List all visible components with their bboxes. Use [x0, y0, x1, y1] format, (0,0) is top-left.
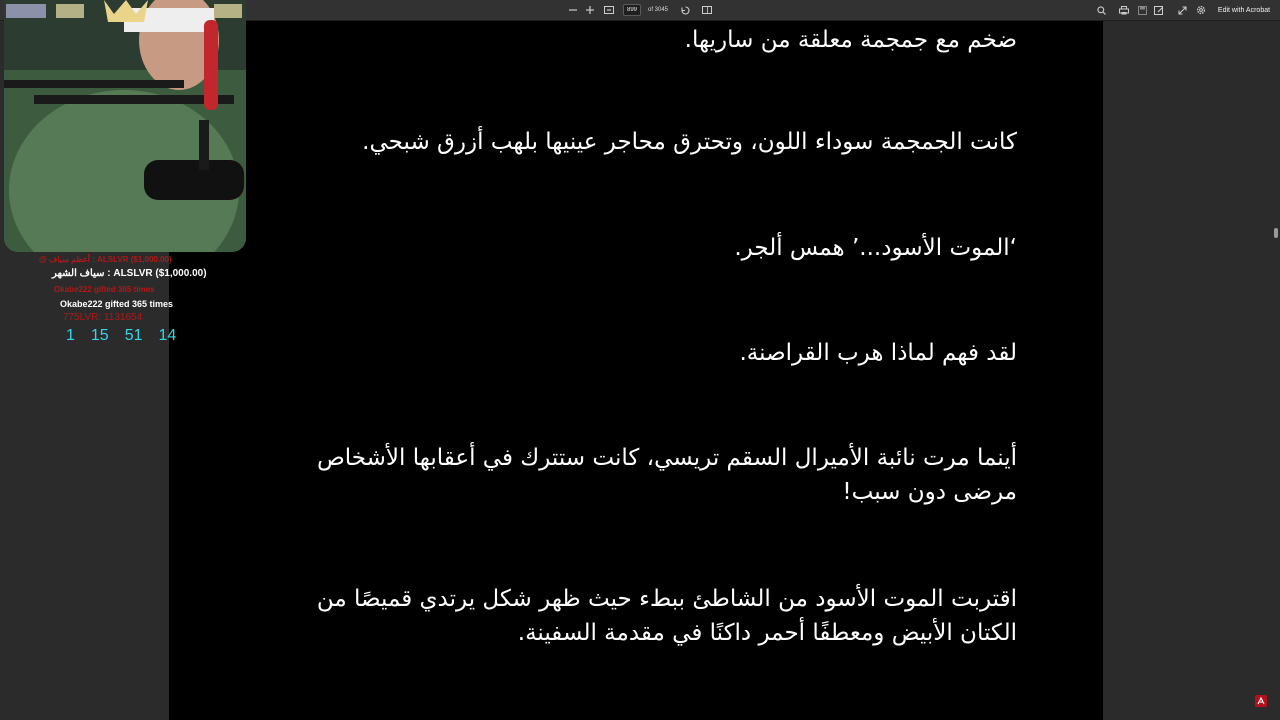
paragraph-5: أينما مرت نائبة الأميرال السقم تريسي، كانت ستترك في أعقابها الأشخاص مرضى دون سبب! — [316, 445, 1017, 505]
timer-hours: 15 — [90, 327, 109, 344]
donor-id-label: 775LVR: 1131654 — [63, 312, 143, 323]
page-view-icon[interactable] — [700, 3, 714, 17]
zoom-out-icon[interactable] — [566, 3, 580, 17]
stream-timer — [66, 327, 176, 345]
right-gutter — [1103, 21, 1280, 720]
save-icon[interactable] — [1135, 3, 1149, 17]
fit-page-icon[interactable] — [602, 3, 616, 17]
timer-days: 1 — [66, 327, 75, 344]
document-page — [169, 21, 1103, 720]
page-number-input[interactable] — [623, 4, 641, 16]
vertical-scrollbar-thumb[interactable] — [1274, 228, 1278, 238]
edit-with-acrobat-button[interactable]: Edit with Acrobat — [1217, 6, 1271, 14]
paragraph-6: اقتربت الموت الأسود من الشاطئ ببطء حيث ظهر شكل يرتدي قميصًا من الكتان الأبيض ومعطفًا أحمر داكنًا في مقدمة السفينة. — [316, 586, 1017, 646]
zoom-in-icon[interactable] — [583, 3, 597, 17]
expand-icon[interactable] — [1175, 3, 1189, 17]
settings-gear-icon[interactable] — [1194, 3, 1208, 17]
search-icon[interactable] — [1094, 3, 1108, 17]
print-icon[interactable] — [1117, 3, 1131, 17]
top-donor-label: @ أعظم سياف : ALSLVR ($1,000.00) — [39, 255, 172, 264]
rotate-icon[interactable] — [678, 3, 692, 17]
paragraph-3: ‘الموت الأسود...’ همس ألجر. — [734, 235, 1017, 261]
paragraph-2: كانت الجمجمة سوداء اللون، وتحترق محاجر عينيها بلهب أزرق شبحي. — [362, 129, 1017, 155]
acrobat-logo-icon[interactable] — [1255, 692, 1267, 704]
page-total-label: of 3045 — [647, 7, 669, 13]
paragraph-1: ضخم مع جمجمة معلقة من ساريها. — [684, 27, 1017, 53]
gift-line-white: Okabe222 gifted 365 times — [60, 299, 174, 309]
timer-seconds: 14 — [158, 327, 177, 344]
sponsor-of-month-label: سياف الشهر : ALSLVR ($1,000.00) — [52, 268, 207, 279]
paragraph-4: لقد فهم لماذا هرب القراصنة. — [739, 340, 1017, 366]
webcam-overlay — [4, 0, 246, 252]
gift-line-red: Okabe222 gifted 365 times — [54, 285, 155, 294]
timer-minutes: 51 — [124, 327, 143, 344]
save-as-icon[interactable] — [1152, 3, 1166, 17]
